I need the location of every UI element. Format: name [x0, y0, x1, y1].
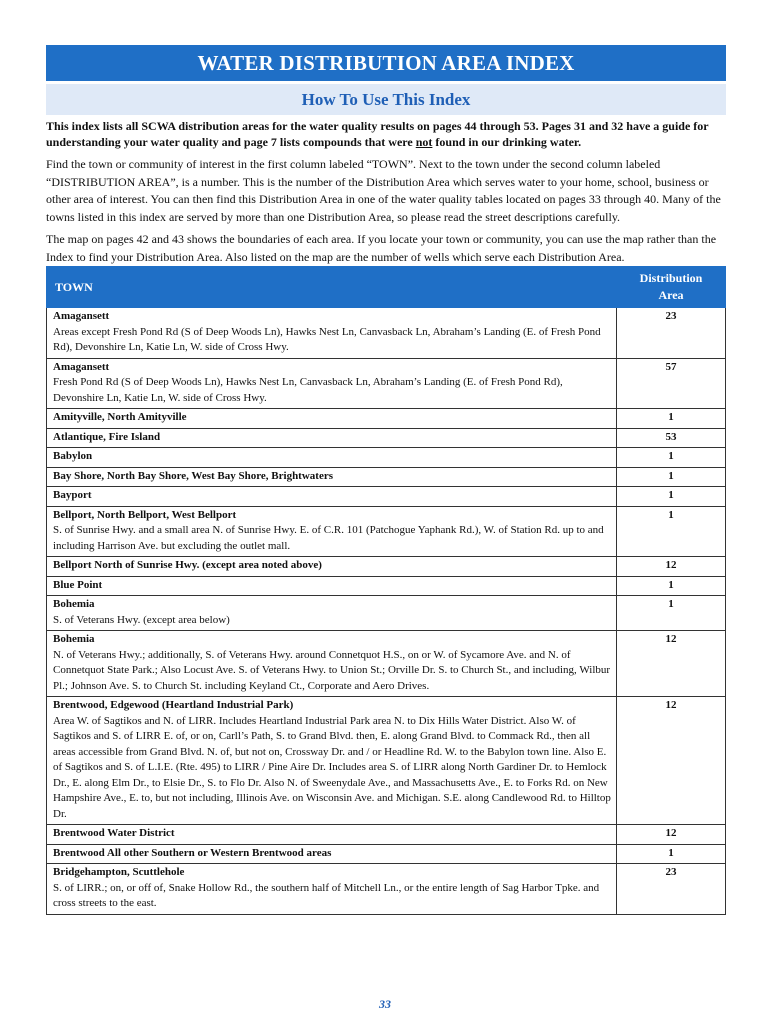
town-description: S. of Veterans Hwy. (except area below) [53, 613, 230, 626]
town-cell [47, 448, 617, 468]
town-cell [47, 467, 617, 487]
distribution-area-number: 1 [617, 596, 726, 631]
town-name: Babylon [53, 450, 93, 462]
column-header-area-line2: Area [658, 288, 684, 302]
table-row [47, 864, 726, 915]
intro-bold-text-1: This index lists all SCWA distribution areas for the water quality results on pages 44 through 53. Pages 31 and 32 have a guide for understanding your water quality and page 7 lists compounds that were [46, 119, 709, 149]
table-row [47, 467, 726, 487]
distribution-area-number: 12 [617, 631, 726, 697]
town-name: Bellport, North Bellport, West Bellport [53, 508, 237, 521]
town-name: Bellport North of Sunrise Hwy. (except area noted above) [53, 559, 322, 571]
town-name: Amityville, North Amityville [53, 411, 187, 423]
town-cell [47, 487, 617, 507]
town-description: Fresh Pond Rd (S of Deep Woods Ln), Hawks Nest Ln, Canvasback Ln, Abraham’s Landing (E. of Fresh Pond Rd), Devonshire Ln, Katie Ln, W. side of Cross Hwy. [53, 376, 563, 404]
town-name: Amagansett [53, 360, 110, 373]
town-cell [47, 631, 617, 697]
town-cell [47, 308, 617, 359]
town-name: Brentwood All other Southern or Western Brentwood areas [53, 846, 332, 859]
town-cell [47, 697, 617, 825]
distribution-area-number: 1 [617, 467, 726, 487]
distribution-area-table [46, 266, 726, 915]
distribution-area-number: 1 [617, 844, 726, 864]
intro-bold-paragraph [46, 118, 726, 150]
town-cell [47, 557, 617, 577]
table-row [47, 557, 726, 577]
town-description: Areas except Fresh Pond Rd (S of Deep Woods Ln), Hawks Nest Ln, Canvasback Ln, Abraham’s Landing (E. of Fresh Pond Rd), Devonshire Ln, Katie Ln, W. side of Cross Hwy. [53, 325, 601, 353]
distribution-area-number: 1 [617, 409, 726, 429]
town-cell [47, 428, 617, 448]
town-name: Bridgehampton, Scuttlehole [53, 866, 185, 878]
table-row [47, 448, 726, 468]
table-row [47, 506, 726, 557]
town-cell [47, 576, 617, 596]
table-body [47, 308, 726, 915]
town-cell [47, 825, 617, 845]
distribution-area-number: 1 [617, 448, 726, 468]
distribution-area-number: 1 [617, 576, 726, 596]
distribution-area-number: 12 [617, 557, 726, 577]
table-row [47, 697, 726, 825]
town-name: Bay Shore, North Bay Shore, West Bay Shore, Brightwaters [53, 469, 334, 482]
page-title: WATER DISTRIBUTION AREA INDEX [46, 45, 726, 81]
column-header-area-line1: Distribution [639, 271, 703, 285]
town-cell [47, 409, 617, 429]
town-cell [47, 506, 617, 557]
town-description: N. of Veterans Hwy.; additionally, S. of Veterans Hwy. around Connetquot H.S., on or W. of Sycamore Ave. and N. of Connetquot State Park.; Also Locust Ave. S. of Veterans Hwy. to Union St.; Orville Dr. S. to Church St., and including, Wilbur Pl.; Johnson Ave. S. to Church St. including Keyland Ct., Corporate and Aero Drives. [53, 648, 611, 692]
town-name: Atlantique, Fire Island [53, 430, 161, 443]
table-row [47, 631, 726, 697]
town-description: S. of LIRR.; on, or off of, Snake Hollow Rd., the southern half of Mitchell Ln., or the entire length of Sag Harbor Tpke. and cross streets to the east. [53, 881, 600, 909]
page [46, 45, 726, 915]
table-row [47, 825, 726, 845]
town-name: Blue Point [53, 578, 103, 591]
distribution-area-number: 1 [617, 506, 726, 557]
distribution-area-number: 23 [617, 308, 726, 359]
distribution-area-number: 12 [617, 697, 726, 825]
distribution-area-number: 53 [617, 428, 726, 448]
intro-bold-text-2: found in our drinking water. [432, 135, 582, 149]
column-header-town: TOWN [47, 267, 617, 308]
table-row [47, 844, 726, 864]
town-cell [47, 596, 617, 631]
section-subtitle: How To Use This Index [46, 84, 726, 115]
table-row [47, 487, 726, 507]
town-name: Bohemia [53, 633, 95, 645]
table-row [47, 358, 726, 409]
town-description: Area W. of Sagtikos and N. of LIRR. Includes Heartland Industrial Park area N. to Dix Hills Water District. Also W. of Sagtikos and S. of LIRR E. of, or on, Carll’s Path, S. to Grand Blvd. then, E. along Grand Blvd. to Commack Rd., then all areas accessible from Grand Blvd. N. of, but not on, Crossway Dr. and / or Headline Rd. W. to the Babylon town line. Also E. of Sagtikos and S. of L.I.E. (Rte. 495) to LIRR / Pine Aire Dr. Includes area S. of LIRR along North Gardiner Dr. to Hemlock Dr., E. along Elm Dr., to Elsie Dr., S. to Flo Dr. Also N. of Sweenydale Ave., and Massachusetts Ave., E. to Forks Rd. on New Hampshire Ave., E. to, but not including, Illinois Ave. on Wisconsin Ave. and Michigan. S.E. along Candlewood Rd. to Hilltop Dr. [53, 714, 611, 820]
intro-paragraph-1: Find the town or community of interest in the first column labeled “TOWN”. Next to the town under the second column labeled “DISTRIBUTION AREA”, is a number. This is the number of the Distribution Area which serves water to your home, school, business or other area of interest. You can then find this Distribution Area in one of the water quality tables located on pages 33 through 40. Many of the towns listed in this index are served by more than one Distribution Area, so please read the street descriptions carefully. [46, 157, 721, 224]
page-number: 33 [379, 997, 391, 1011]
table-row [47, 428, 726, 448]
table-header-row [47, 267, 726, 308]
distribution-area-number: 1 [617, 487, 726, 507]
table-row [47, 308, 726, 359]
town-cell [47, 864, 617, 915]
town-cell [47, 844, 617, 864]
intro-bold-underlined: not [415, 135, 433, 149]
table-row [47, 409, 726, 429]
distribution-area-number: 23 [617, 864, 726, 915]
column-header-distribution-area [617, 267, 726, 308]
table-row [47, 596, 726, 631]
town-name: Bohemia [53, 598, 95, 610]
intro-paragraph-2: The map on pages 42 and 43 shows the boundaries of each area. If you locate your town or community, you can use the map rather than the Index to find your Distribution Area. Also listed on the map are the number of wells which serve each Distribution Area. [46, 232, 717, 264]
town-cell [47, 358, 617, 409]
town-name: Brentwood Water District [53, 827, 175, 839]
town-name: Brentwood, Edgewood (Heartland Industrial Park) [53, 699, 294, 711]
table-row [47, 576, 726, 596]
town-name: Bayport [53, 489, 92, 501]
distribution-area-number: 12 [617, 825, 726, 845]
town-description: S. of Sunrise Hwy. and a small area N. of Sunrise Hwy. E. of C.R. 101 (Patchogue Yaphank Rd.), W. of Station Rd. up to and including Harrison Ave. but excluding the outlet mall. [53, 524, 604, 552]
distribution-area-number: 57 [617, 358, 726, 409]
town-name: Amagansett [53, 310, 110, 322]
